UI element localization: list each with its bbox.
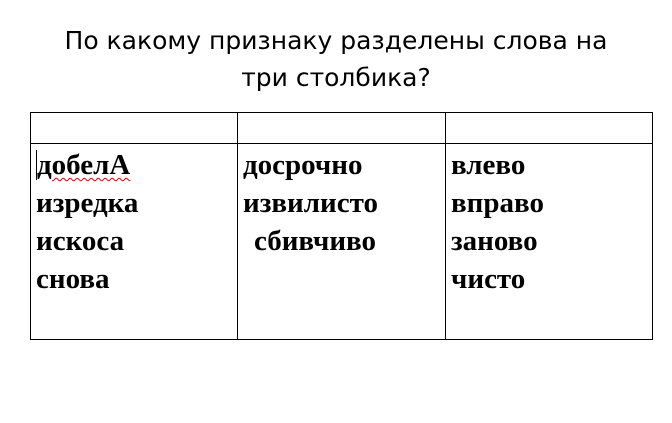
header-cell-1[interactable] (31, 113, 238, 144)
word-item: сбивчиво (254, 225, 377, 257)
column-1-cell[interactable] (31, 144, 238, 340)
header-cell-3[interactable] (446, 113, 653, 144)
word-item: заново (451, 225, 538, 257)
column-2-words (238, 144, 445, 260)
word-item: изредка (36, 187, 139, 219)
word-item: чисто (451, 263, 526, 295)
word-item: извилисто (243, 187, 378, 219)
word-table (30, 112, 653, 340)
word-item: снова (36, 263, 110, 295)
column-3-words (446, 144, 652, 298)
column-2-cell[interactable] (238, 144, 446, 340)
word-item: искоса (36, 225, 125, 257)
question-line-2: три столбика? (241, 63, 431, 92)
table-header-row (31, 113, 653, 144)
word-item: вправо (451, 187, 544, 219)
header-cell-2[interactable] (238, 113, 446, 144)
column-1-words (31, 144, 237, 298)
word-text-misspelled: добелА (37, 149, 131, 181)
word-item (36, 146, 237, 184)
question-title (0, 22, 672, 96)
table-body-row (31, 144, 653, 340)
column-3-cell[interactable] (446, 144, 653, 340)
word-item: влево (451, 149, 526, 181)
word-item: досрочно (243, 149, 363, 181)
question-line-1: По какому признаку разделены слова на (64, 26, 608, 55)
